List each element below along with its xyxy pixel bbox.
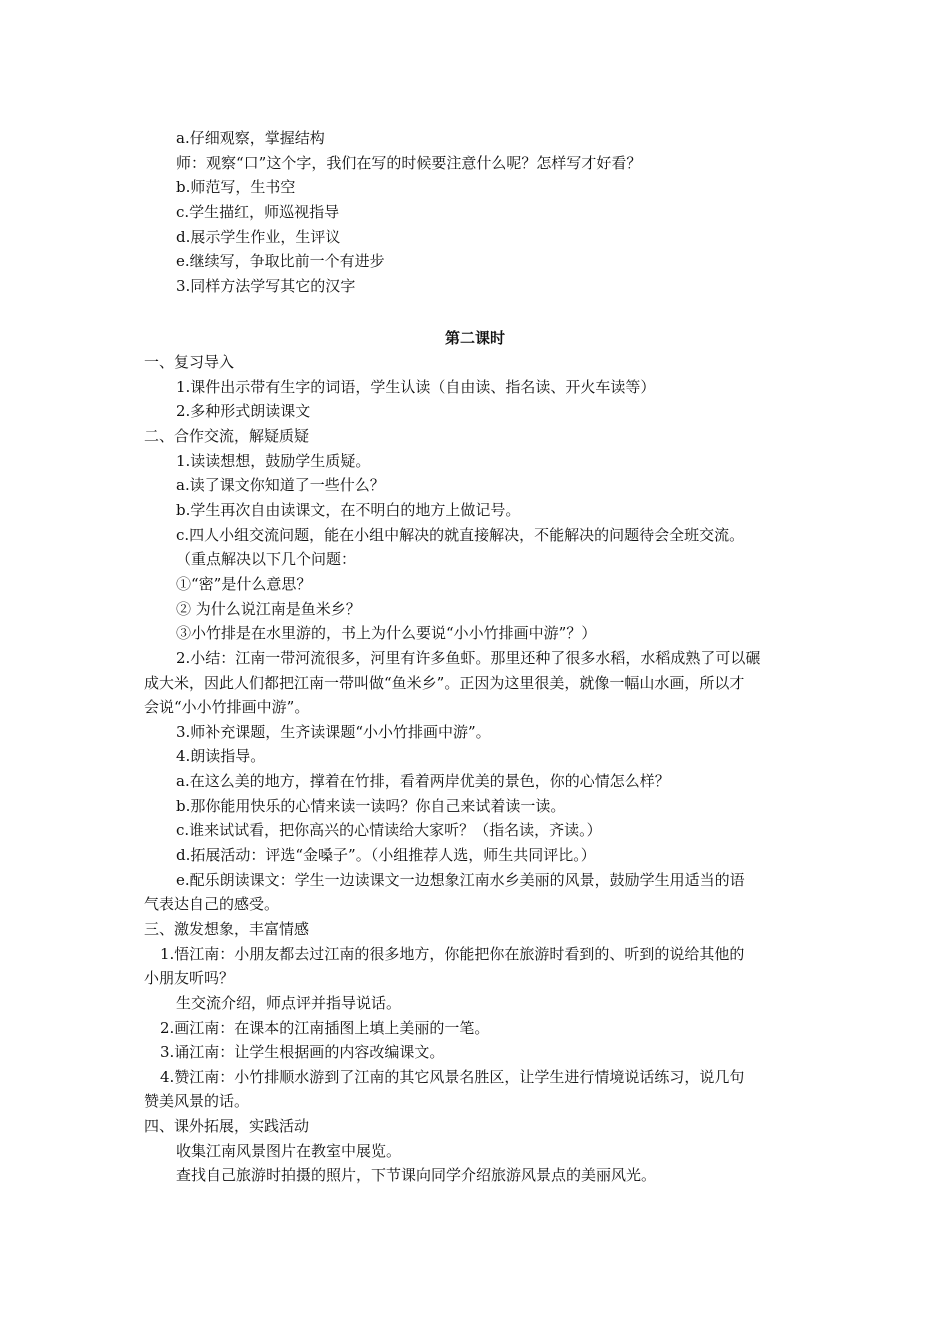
text-line: a.仔细观察，掌握结构	[176, 129, 325, 147]
text-line: 收集江南风景图片在教室中展览。	[176, 1142, 402, 1160]
text-line: 生交流介绍，师点评并指导说话。	[176, 994, 402, 1012]
section-heading: 一、复习导入	[144, 353, 235, 371]
text-line: 2.画江南：在课本的江南插图上填上美丽的一笔。	[160, 1019, 490, 1037]
text-line: 气表达自己的感受。	[144, 895, 280, 913]
text-line: 师：观察“口”这个字，我们在写的时候要注意什么呢？怎样写才好看？	[176, 154, 642, 172]
text-line: （重点解决以下几个问题：	[176, 550, 357, 568]
text-line: a.读了课文你知道了一些什么？	[176, 476, 385, 494]
text-line: c.四人小组交流问题，能在小组中解决的就直接解决，不能解决的问题待会全班交流。	[176, 526, 745, 544]
text-line: ② 为什么说江南是鱼米乡？	[176, 600, 361, 618]
text-line: ③小竹排是在水里游的，书上为什么要说“小小竹排画中游”？）	[176, 624, 597, 642]
text-line: 4.赞江南：小竹排顺水游到了江南的其它风景名胜区，让学生进行情境说话练习，说几句	[160, 1068, 745, 1086]
text-line: ①“密”是什么意思？	[176, 575, 312, 593]
section-heading: 三、激发想象，丰富情感	[144, 920, 310, 938]
text-line: b.那你能用快乐的心情来读一读吗？你自己来试着读一读。	[176, 797, 566, 815]
text-line: 1.悟江南：小朋友都去过江南的很多地方，你能把你在旅游时看到的、听到的说给其他的	[160, 945, 745, 963]
text-line: e.配乐朗读课文：学生一边读课文一边想象江南水乡美丽的风景，鼓励学生用适当的语	[176, 871, 745, 889]
text-line: 3.师补充课题，生齐读课题“小小竹排画中游”。	[176, 723, 491, 741]
text-line: c.学生描红，师巡视指导	[176, 203, 340, 221]
lesson-title: 第二课时	[444, 329, 505, 347]
text-line: 成大米，因此人们都把江南一带叫做“鱼米乡”。正因为这里很美，就像一幅山水画，所以才	[144, 674, 745, 692]
text-line: 会说“小小竹排画中游”。	[144, 698, 310, 716]
text-line: a.在这么美的地方，撑着在竹排，看着两岸优美的景色，你的心情怎么样？	[176, 772, 670, 790]
text-line: d.展示学生作业，生评议	[176, 228, 341, 246]
text-line: 2.多种形式朗读课文	[176, 402, 311, 420]
text-line: c.谁来试试看，把你高兴的心情读给大家听？（指名读，齐读。）	[176, 821, 602, 839]
text-line: 2.小结：江南一带河流很多，河里有许多鱼虾。那里还种了很多水稻，水稻成熟了可以碾	[176, 649, 761, 667]
text-line: 1.课件出示带有生字的词语，学生认读（自由读、指名读、开火车读等）	[176, 378, 656, 396]
text-line: e.继续写，争取比前一个有进步	[176, 252, 385, 270]
text-line: 1.读读想想，鼓励学生质疑。	[176, 452, 371, 470]
text-line: b.师范写，生书空	[176, 178, 296, 196]
text-line: d.拓展活动：评选“金嗓子”。（小组推荐人选，师生共同评比。）	[176, 846, 596, 864]
section-heading: 二、合作交流，解疑质疑	[144, 427, 310, 445]
text-line: 小朋友听吗？	[144, 969, 235, 987]
text-line: 4.朗读指导。	[176, 747, 266, 765]
text-line: 赞美风景的话。	[144, 1092, 250, 1110]
text-line: 3.诵江南：让学生根据画的内容改编课文。	[160, 1043, 445, 1061]
text-line: b.学生再次自由读课文，在不明白的地方上做记号。	[176, 501, 521, 519]
text-line: 查找自己旅游时拍摄的照片，下节课向同学介绍旅游风景点的美丽风光。	[176, 1166, 657, 1184]
text-line: 3.同样方法学写其它的汉字	[176, 277, 356, 295]
section-heading: 四、课外拓展，实践活动	[144, 1117, 310, 1135]
